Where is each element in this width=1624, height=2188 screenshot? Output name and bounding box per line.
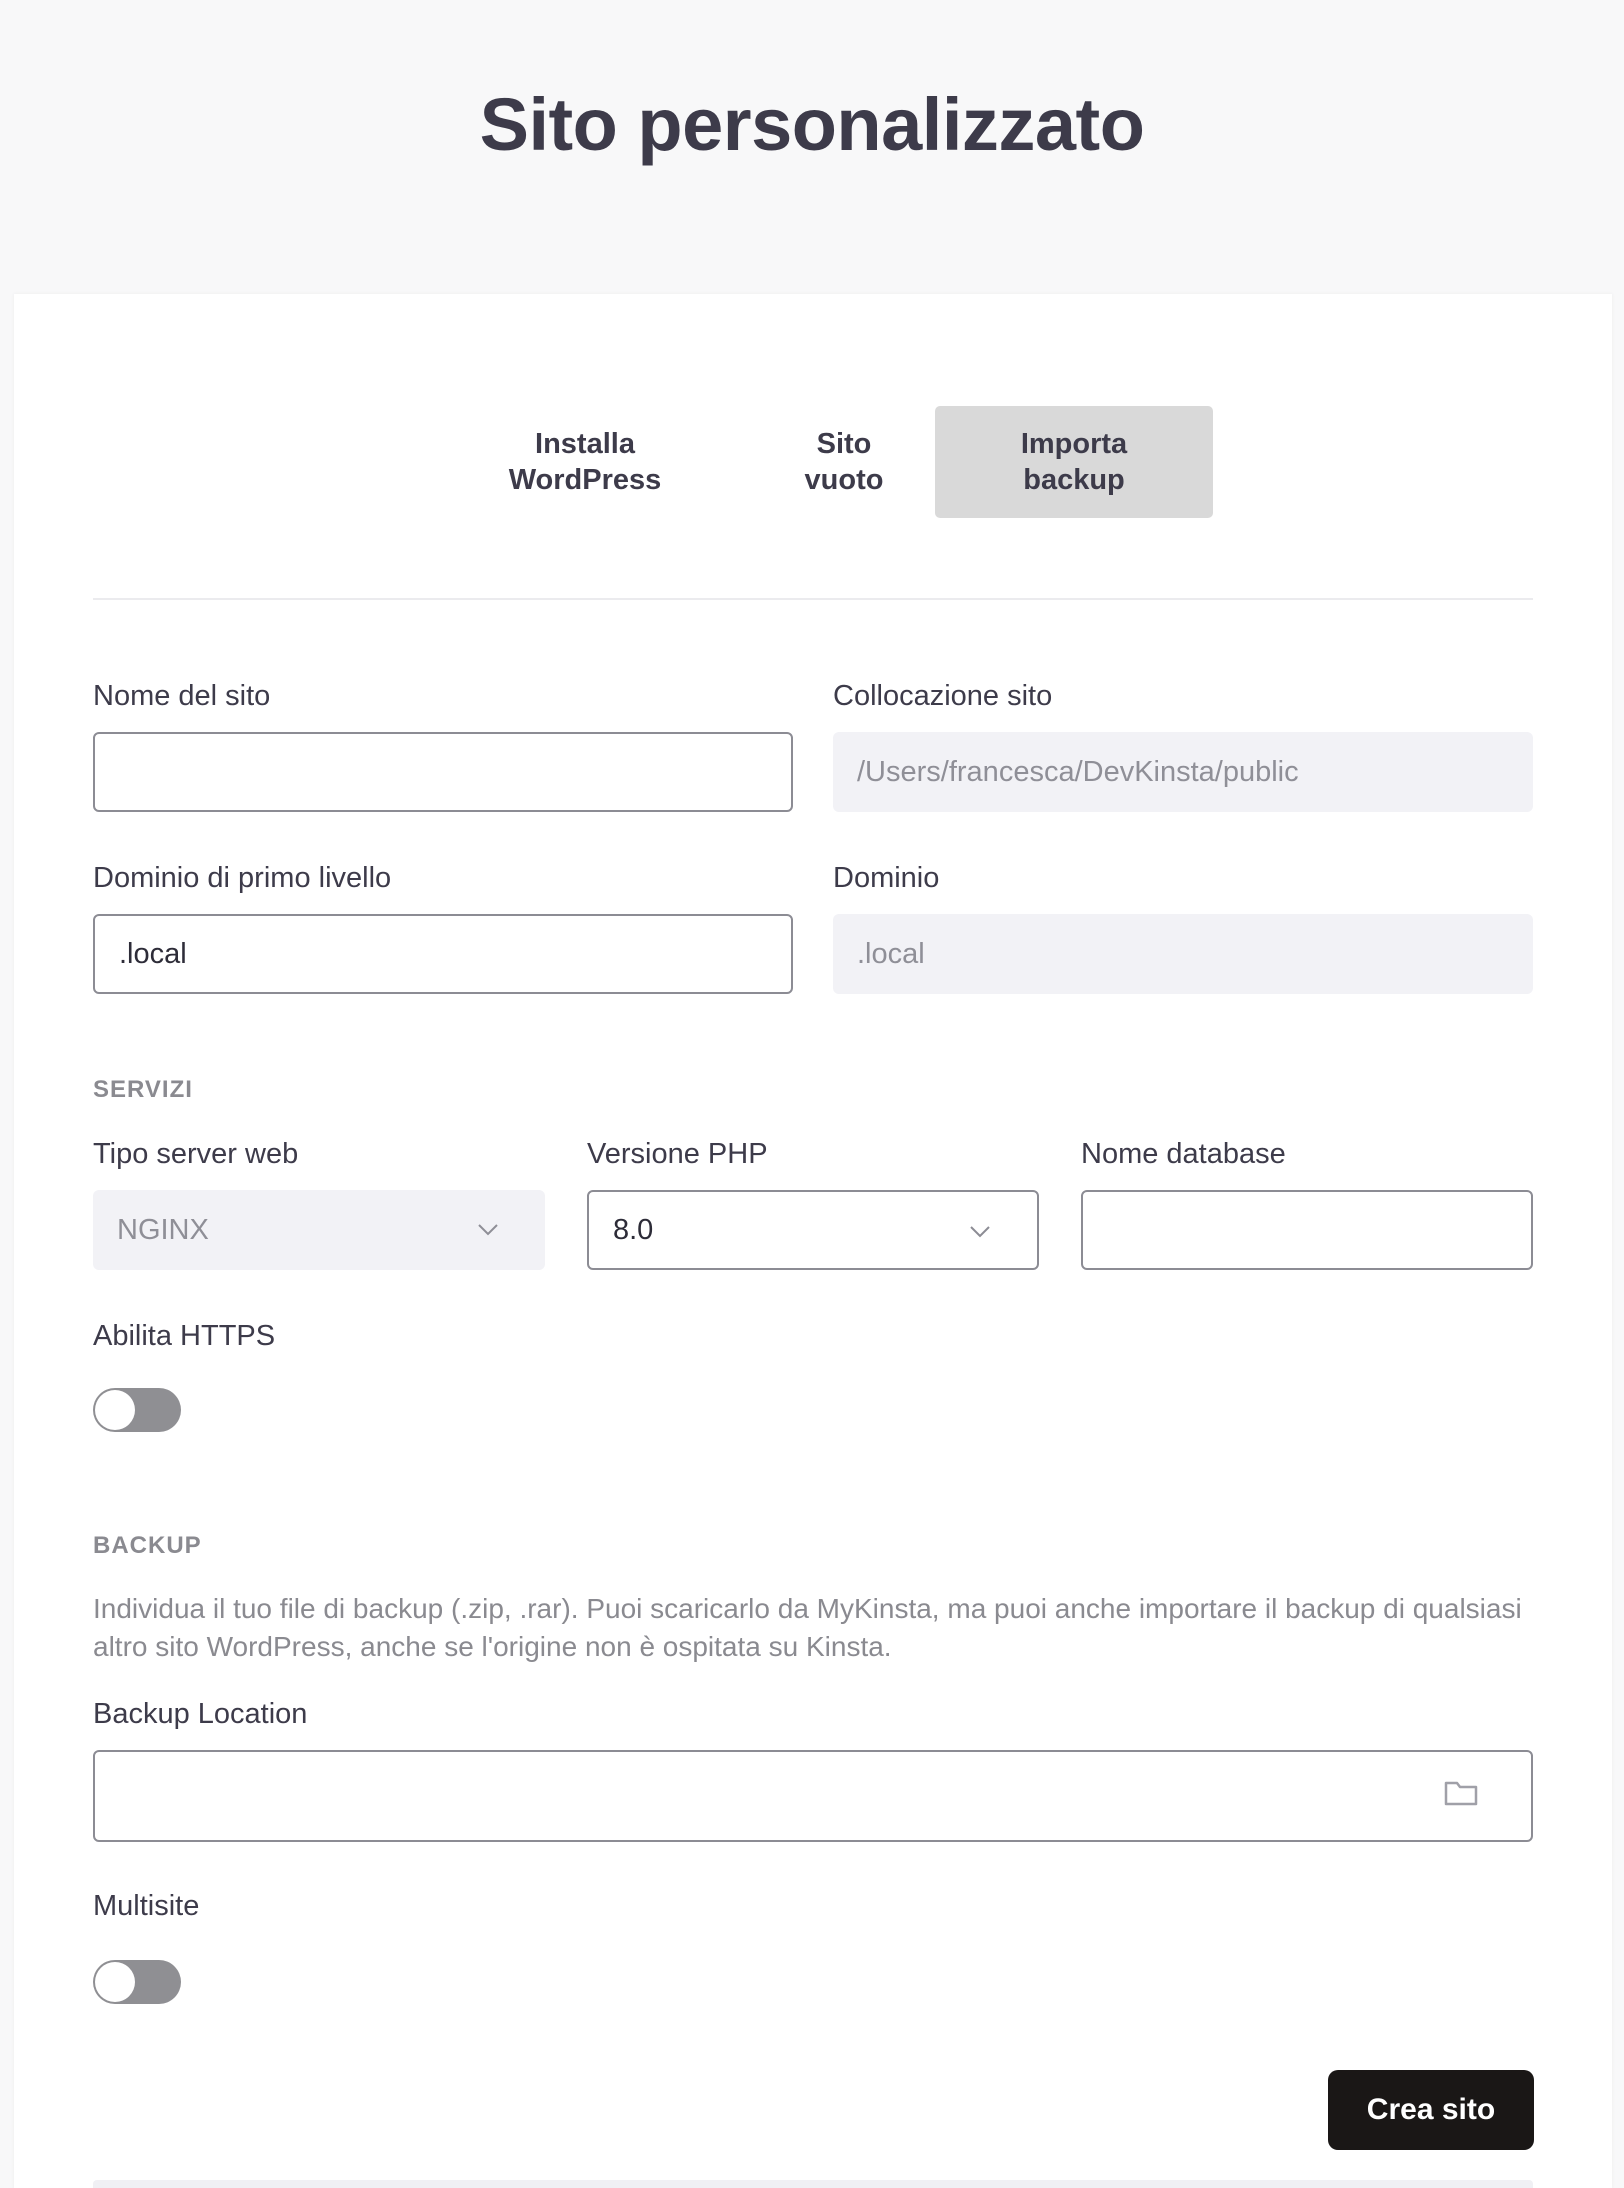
webserver-value: NGINX [117, 1214, 209, 1246]
page-title: Sito personalizzato [479, 83, 1145, 166]
domain-field: .local [833, 914, 1533, 994]
tabs-divider [93, 598, 1533, 600]
services-section-title: SERVIZI [93, 1076, 193, 1103]
tab-label-line1: Installa [535, 428, 635, 460]
tab-label-line2: backup [1023, 464, 1125, 496]
create-site-button[interactable]: Crea sito [1328, 2070, 1534, 2150]
tab-label-line1: Sito [816, 428, 872, 460]
tld-label: Dominio di primo livello [93, 862, 392, 894]
php-version-select[interactable] [587, 1190, 1039, 1270]
domain-label: Dominio [833, 862, 940, 894]
site-name-label: Nome del sito [93, 680, 271, 712]
bottom-panel-edge [93, 2180, 1533, 2188]
php-version-label: Versione PHP [587, 1138, 768, 1170]
database-name-label: Nome database [1081, 1138, 1286, 1170]
backup-location-input[interactable] [93, 1750, 1533, 1842]
multisite-label: Multisite [93, 1890, 200, 1922]
site-name-input[interactable] [93, 732, 793, 812]
tld-input[interactable] [93, 914, 793, 994]
backup-section-title: BACKUP [93, 1532, 202, 1559]
site-location-field: /Users/francesca/DevKinsta/public [833, 732, 1533, 812]
toggle-knob [95, 1962, 135, 2002]
folder-icon[interactable] [1443, 1778, 1479, 1808]
multisite-toggle[interactable] [93, 1960, 181, 2004]
https-label: Abilita HTTPS [93, 1320, 276, 1352]
tab-label-line2: vuoto [804, 464, 884, 496]
webserver-select [93, 1190, 545, 1270]
tab-install-wordpress[interactable] [469, 406, 701, 518]
site-location-label: Collocazione sito [833, 680, 1053, 712]
php-version-value: 8.0 [613, 1214, 654, 1246]
chevron-down-icon [969, 1220, 991, 1242]
tab-label-line2: WordPress [508, 464, 662, 496]
https-toggle[interactable] [93, 1388, 181, 1432]
chevron-down-icon [477, 1218, 499, 1240]
backup-description: Individua il tuo file di backup (.zip, .rar). Puoi scaricarlo da MyKinsta, ma puoi anche importare il backup di qualsiasi altro sito WordPress, anche se l'origine non è ospitata su Kinsta. [93, 1593, 1522, 1662]
backup-location-label: Backup Location [93, 1698, 308, 1730]
toggle-knob [95, 1390, 135, 1430]
tab-empty-site[interactable] [744, 406, 944, 518]
database-name-input[interactable] [1081, 1190, 1533, 1270]
form-card [14, 294, 1612, 2188]
tab-label-line1: Importa [1020, 428, 1128, 460]
tab-import-backup[interactable] [935, 406, 1213, 518]
webserver-label: Tipo server web [93, 1138, 299, 1170]
